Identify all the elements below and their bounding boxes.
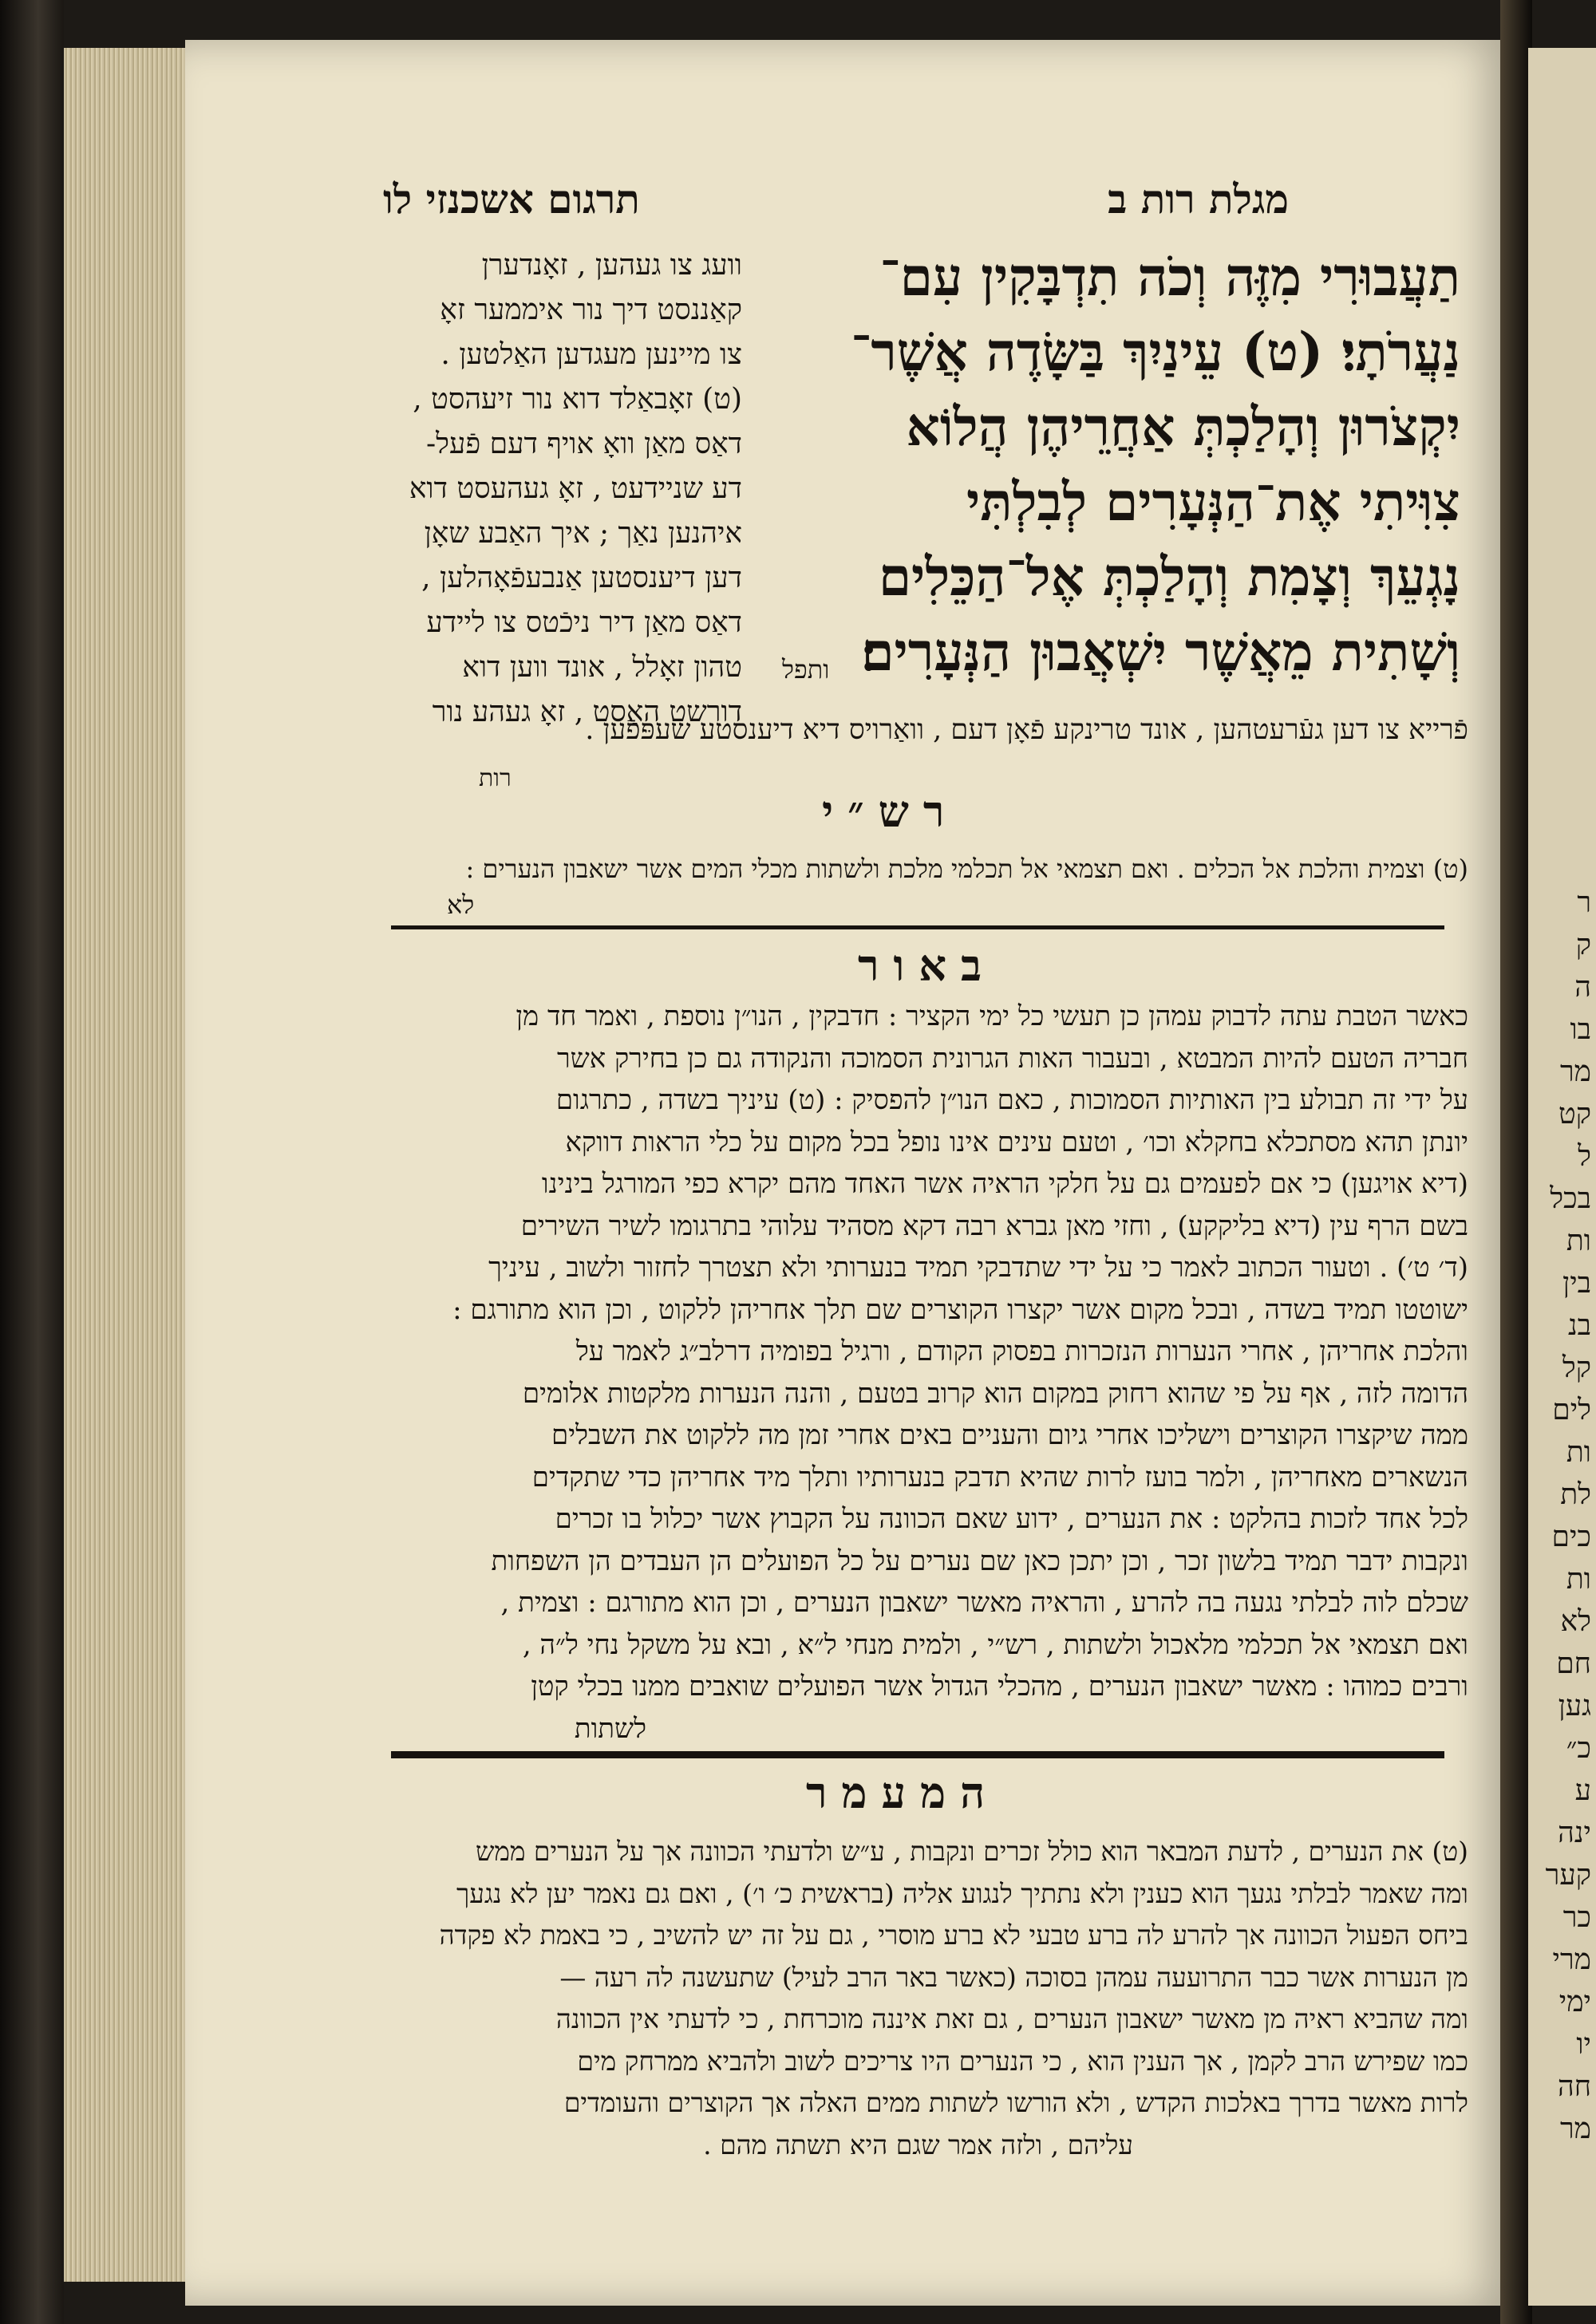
next-page-fragment: ל [1578,1140,1591,1173]
next-page-fragment: ק [1575,929,1591,961]
biur-line: יונתן תהא מסתכלא בחקלא וכו׳ , וטעם עינים אינו נופל בכל מקום על כלי הראות דווקא [565,1126,1468,1158]
biur-line: לכל אחד לזכות בהלקט : את הנערים , ידוע שאם הכוונה על הקבוץ אשר יכלול בו זכרים [555,1503,1468,1535]
biur-line: ממה שיקצרו הקוצרים וישליכו אחרי גיום והעניים באים אחרי זמן מה ללקוט את השבלים [551,1419,1468,1451]
next-page-fragment: לים [1552,1394,1591,1426]
biur-commentary [391,996,1468,1750]
verse-line: תַעֲבוּרִי מִזֶּה וְכֹה תִדְבָּקִין עִם־ [879,246,1460,308]
translation-line: דורשט האַסט , זאָ געהע נור [432,696,742,728]
verse-block [766,239,1460,689]
hameamer-line: ומה שהביא ראיה מן מאשר ישאבון הנערים , גם זאת איננה מוכרחת , כי לדעתי אין הכוונה [555,2003,1468,2034]
verse-line: נָגְעֵךְ וְצָמִת וְהָלַכְתְּ אֶל־הַכֵּלִים [878,546,1460,608]
verse-line: צִוִּיתִי אֶת־הַנְּעָרִים לְבִלְתִּי [966,471,1460,533]
next-page-fragment: לת [1560,1478,1591,1511]
next-page-fragment: בין [1562,1267,1591,1300]
section-rule [391,925,1444,929]
translation-line: צו מיינען מעגדען האַלטען . [440,338,742,371]
book-spine [0,0,64,2324]
next-page-fragment: מרי [1552,1943,1591,1976]
biur-line: ורבים כמוהו : מאשר ישאבון הנערים , מהכלי הגדול אשר הפועלים שואבים ממנו בכלי קטן [531,1671,1468,1703]
hameamer-line: כמו שפירש הרב לקמן , אך הענין הוא , כי הנערים היו צריכים לשוב ולהביא ממרחק מים [577,2045,1468,2077]
hameamer-line: עליהם , ולזה אמר שגם היא תשתה מהם . [703,2129,1133,2160]
translation-line: דאַס מאַן וואָ אויף דעם פֿעל- [425,428,742,460]
translation-line: דאַס מאַן דיר ניכֿטס צו ליידע [426,606,742,639]
translation-line: דע שניידעט , זאָ געהעסט דוא [409,472,742,505]
next-page-fragment: ימי [1558,1986,1591,2018]
next-page-fragment: ה [1574,971,1591,1004]
verse-line: וְשָׁתִית מֵאֲשֶׁר יִשְׁאֲבוּן הַנְּעָרִים׃ [861,621,1460,683]
biur-title: באור [858,940,997,991]
next-page-fragment: חה [1557,2070,1591,2103]
biur-line: (ד׳ ט׳) . וטעור הכתוב לאמר כי על ידי שתדבקי תמיד בנערותי ולא תצטרך לחזור ולשוב , עיניך [488,1252,1468,1284]
hameamer-line: ביחס הפעול הכוונה אך להרע לה ברע טבעי לא ברע מוסרי , גם על זה יש להשיב , כי באמת לא פקדה [439,1920,1468,1951]
hameamer-commentary [391,1831,1468,2166]
rashi-title: רש״י [822,786,959,837]
verse-line: יִקְצֹרוּן וְהָלַכְתְּ אַחֲרֵיהֶן הֲלוֹא [906,396,1460,458]
next-page-fragment: בו [1570,1013,1591,1046]
biur-line: שכלם לוה לבלתי נגעה בה להרע , והראיה מאשר ישאבון הנערים , וכן הוא מתורגם : וצמית , [500,1587,1468,1619]
next-page-fragment: כ״ [1566,1732,1591,1765]
next-page-fragment: כר [1562,1901,1591,1934]
biur-line: בשם הרף עין (דיא בליקקע) , וחזי מאן גברא רבה דקא מסהיד עלוהי בתרגומו לשיר השירים [520,1209,1468,1242]
running-head-left: תרגום אשכנזי לו [383,176,640,223]
biur-line: הדומה לזה , אף על פי שהוא רחוק במקום הוא קרוב בטעם , והנה הנערות מלקטות אלומים [522,1377,1468,1410]
section-rule [391,1751,1444,1758]
next-page-fragment: גען [1558,1690,1591,1722]
rashi-line: לא [447,890,475,920]
biur-line: כאשר הטבת עתה לדבוק עמהן כן תעשי כל ימי הקציר : חדבקין , הנו״ן נוספת , ואמר חד מן [516,1000,1468,1032]
rashi-line: (ט) וצמית והלכת אל הכלים . ואם תצמאי אל תכלמי מלכת ולשתות מכלי המים אשר ישאבון הנערים : [465,854,1468,884]
next-page-fragment: לא [1560,1605,1591,1638]
biur-line: (דיא אויגען) כי אם לפעמים גם על חלקי הראיה אשר האחד מהם יקרא כפי המורגל בינינו [541,1168,1468,1200]
biur-line: הנשארים מאחריהן , ולמר בועז לרות שהיא תדבק בנערותיו ותלך מיד אחריהן כדי שתקדים [531,1461,1468,1493]
verse-catchword: ותפל [782,654,830,685]
page-edges [64,48,192,2282]
translation-column [383,243,742,735]
next-page-fragment: ות [1566,1436,1591,1469]
biur-line: והלכת אחריהן , אחרי הנערות הנזכרות בפסוק הקודם , ורגיל בפומיה דרלב״ג לאמר על [575,1336,1468,1367]
biur-line: ונקבות ידבר תמיד בלשון זכר , וכן יתכן כאן שם נערים על כל הפועלים הן העבדים הן השפחות [491,1545,1468,1577]
verse-line: נַעֲרֹתָי׃ (ט) עֵינַיִךְ בַּשָּׂדֶה אֲשֶׁר־ [851,321,1460,383]
translation-line: (ט) זאָבאַלד דוא נור זיעהסט , [413,383,742,416]
translation-line: קאַננסט דיך נור איממער זאָ [440,294,742,326]
hameamer-line: (ט) את הנערים , לדעת המבאר הוא כולל זכרים ונקבות , ע״ש ולדעתי הכוונה אך על הנערים ממש [475,1836,1468,1867]
next-page-fragment: בנ [1567,1309,1591,1342]
next-page-fragment: יו [1576,2028,1591,2061]
next-page-fragment: כים [1551,1521,1591,1553]
translation-line: וועג צו געהען , זאָנדערן [481,249,742,282]
next-page-fragment: ות [1566,1225,1591,1257]
next-page-fragment: קט [1558,1098,1591,1130]
translation-line: דען דיענסטען אַנבעפֿאָהלען , [421,562,742,594]
next-page-fragment: ע [1574,1774,1591,1807]
translation-catchword: רות [479,764,512,792]
next-page-fragment: מר [1559,1055,1591,1088]
biur-line: על ידי זה תבולע בין האותיות הסמוכות , כאם הנו״ן להפסיק : (ט) עיניך בשדה , כתרגום [555,1084,1468,1116]
hameamer-title: המעמר [806,1767,1000,1818]
next-page-fragment: ר [1577,886,1591,919]
running-head-right: מגלת רות ב [1108,176,1289,223]
biur-line: חבריה הטעם להיות המבטא , ובעבור האות הגרונית הסמוכה והנקודה גם כן בחירק אשר [556,1042,1468,1075]
next-page-edge [1528,48,1596,2306]
translation-line: טהון זאָלל , אונד ווען דוא [462,651,742,684]
biur-line: ישוטטו תמיד בשדה , ובכל מקום אשר יקצרו הקוצרים שם תלך אחריהן ללקוט , וכן הוא מתורגם : [452,1293,1468,1326]
next-page-fragment: בכל [1550,1182,1591,1215]
next-page-fragment: ות [1566,1563,1591,1596]
next-page-fragment: חם [1556,1647,1591,1680]
hameamer-line: מן הנערות אשר כבר התרועעה עמהן בסוכה (כאשר באר הרב לעיל) שתעשנה לה רעה — [559,1961,1468,1993]
gutter [1500,0,1532,2324]
next-page-fragment: קל [1562,1351,1591,1384]
hameamer-line: לרות מאשר בדרך באלכות הקדש , ולא הורשו לשתות ממים האלה אך הקוצרים והעומדים [563,2087,1468,2118]
translation-full-line: פֿרייא צו דען געֿרעטהען , אונד טרינקע פֿאָן דעם , וואַרויס דיא דיענסטע שעפּפֿען . [585,714,1468,746]
biur-line: לשתות [574,1712,646,1745]
next-page-fragment: קער [1545,1859,1591,1892]
next-page-fragment: ינה [1558,1817,1591,1849]
biur-line: ואם תצמאי אל תכלמי מלאכול ולשתות , רש״י , ולמית מנחי ל״א , ובא על משקל נחי ל״ה , [522,1628,1468,1661]
next-page-fragment: מר [1559,2113,1591,2145]
hameamer-line: ומה שאמר לבלתי נגעך הוא כענין ולא נתתיך לנגוע אליה (בראשית כ׳ ו׳) , ואם גם נאמר יען לא נגעך [456,1877,1468,1909]
translation-line: איהנען נאַך ; איך האַבע שאָן [424,517,742,550]
